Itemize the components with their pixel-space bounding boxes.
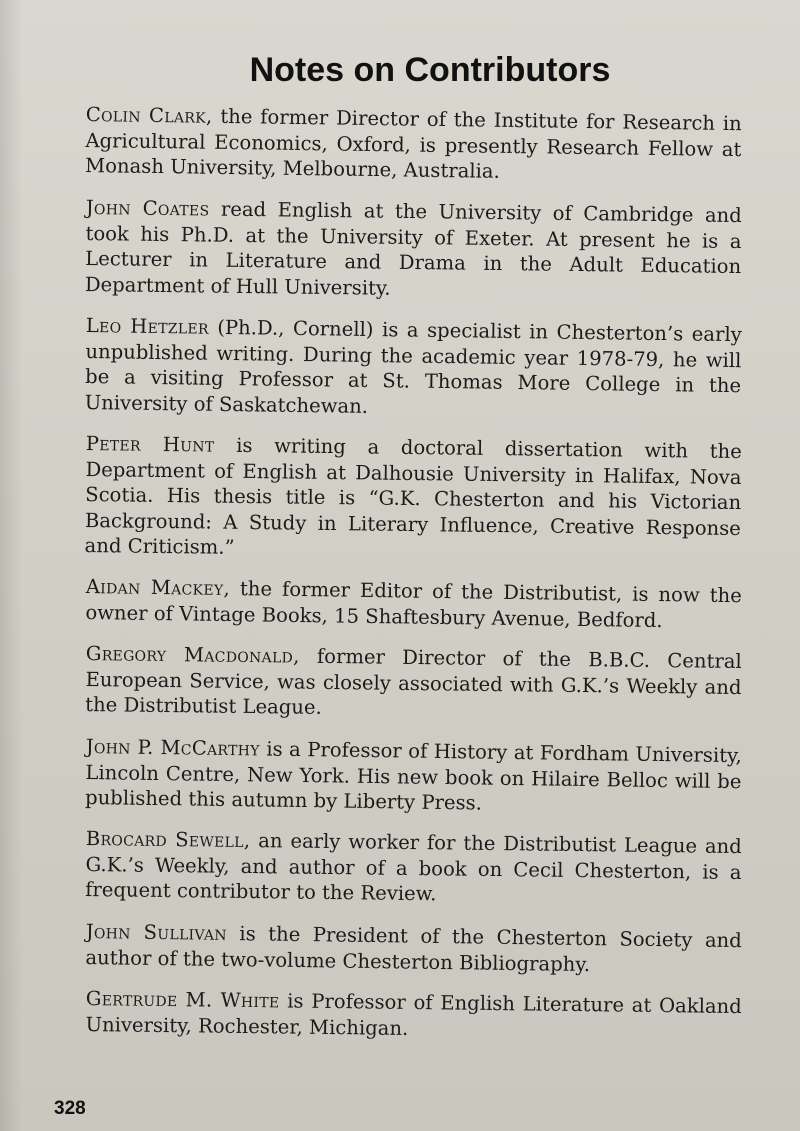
page-title: Notes on Contributors (249, 50, 611, 89)
contributor-entry (85, 919, 742, 979)
contributor-bio: read English at the University of Cambridge and took his Ph.D. at the University of Exeter. At present he is a Lecturer in Literature and Drama in the Adult Education Department of Hull University. (84, 197, 742, 299)
contributor-name: Leo Hetzler (85, 313, 209, 339)
contributor-entry (85, 574, 742, 634)
contributor-entry (85, 986, 742, 1045)
contributor-bio: the former Editor of the Distributist, is now the owner of Vintage Books, 15 Shaftesbury Avenue, Bedford. (85, 577, 742, 632)
contributor-bio: is writing a doctoral dissertation with the Department of English at Dalhousie University in Halifax, Nova Scotia. His thesis title is “G.K. Chesterton and his Victorian Background: A Study in Literary Influence, Creative Response and Criticism.” (84, 433, 742, 559)
contributor-bio: the former Director of the Institute for Research in Agricultural Economics, Oxford, is presently Research Fellow at Monash University, Melbourne, Australia. (84, 104, 742, 183)
contributor-name: John Sullivan (85, 919, 228, 945)
contributor-bio: former Director of the B.B.C. Central European Service, was closely associated with G.K.’s Weekly and the Distributist League. (85, 644, 742, 719)
contributor-entry (85, 195, 742, 305)
contributor-entry (85, 826, 742, 911)
contributor-name: Gertrude M. White (85, 986, 280, 1012)
contributor-entry (85, 313, 742, 424)
contributor-name: Colin Clark, (85, 102, 213, 128)
contributor-entry (85, 102, 742, 188)
contributor-bio: an early worker for the Distributist League and G.K.’s Weekly, and author of a book on Cecil Chesterton, is a frequent contributor to the Review. (85, 829, 742, 906)
contributor-name: Gregory Macdonald, (85, 641, 300, 668)
contributor-bio: is Professor of English Literature at Oakland University, Rochester, Michigan. (85, 988, 742, 1039)
contributor-name: Peter Hunt (85, 431, 215, 457)
contributor-name: John P. McCarthy (85, 734, 260, 760)
page-number: 328 (54, 1098, 86, 1119)
contributor-name: Brocard Sewell, (85, 826, 251, 853)
gutter-shadow (0, 0, 22, 1131)
contributor-entry (84, 431, 742, 567)
contributor-bio: (Ph.D., Cornell) is a specialist in Chesterton’s early unpublished writing. During the academic year 1978-79, he will be a visiting Professor at St. Thomas More College in the University of Saskatchewan. (84, 315, 742, 417)
contributor-name: Aidan Mackey, (85, 574, 231, 601)
contributor-name: John Coates (85, 195, 210, 221)
contributor-list (86, 102, 742, 1053)
contributor-bio: is a Professor of History at Fordham University, Lincoln Centre, New York. His new book on Hilaire Belloc will be published this autumn by Liberty Press. (84, 736, 742, 815)
contributor-entry (85, 641, 742, 726)
contributor-bio: is the President of the Chesterton Society and author of the two-volume Chesterton Bibliography. (85, 921, 742, 976)
contributor-entry (85, 734, 742, 820)
